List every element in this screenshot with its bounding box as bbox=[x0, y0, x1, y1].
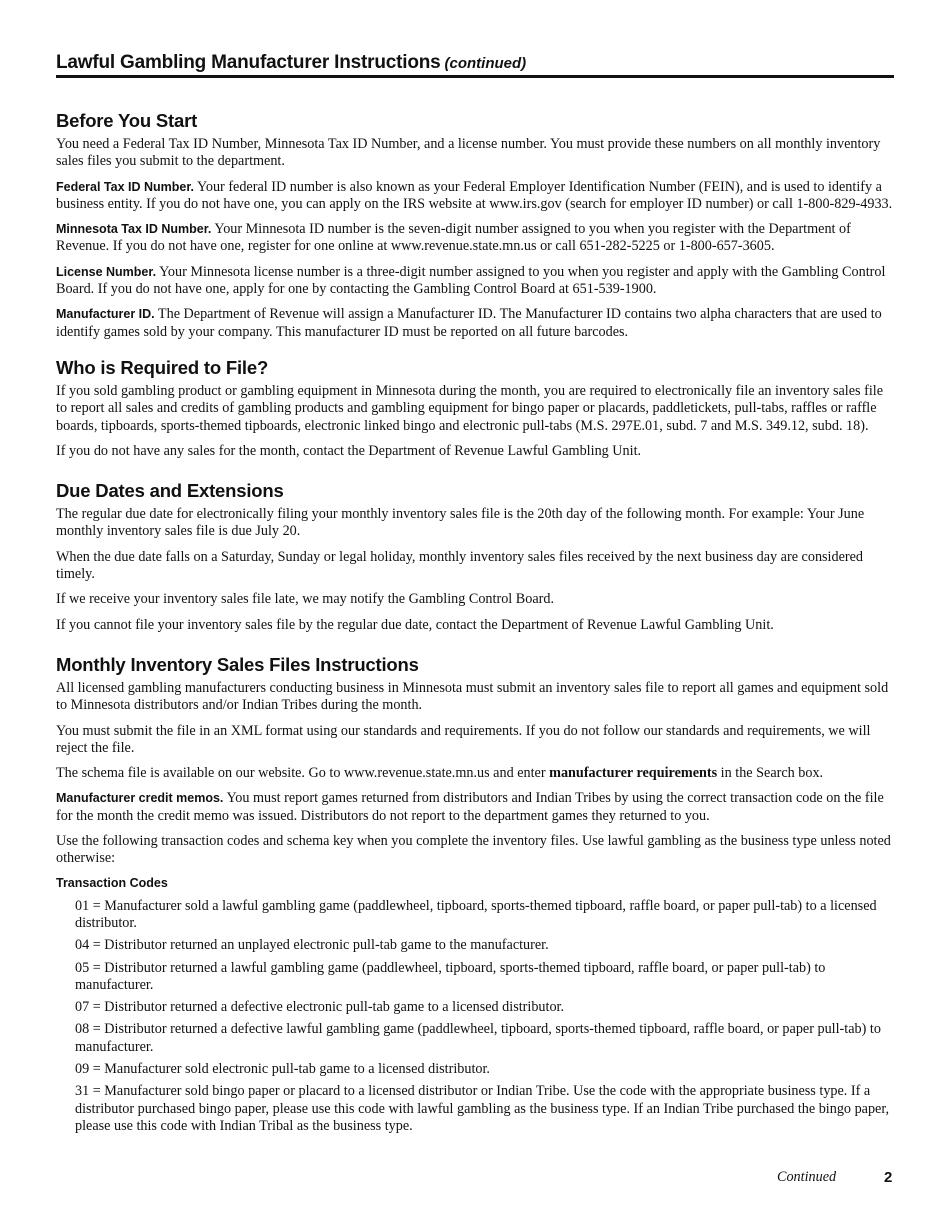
paragraph-federal-tax-id bbox=[56, 179, 894, 214]
paragraph: Use the following transaction codes and schema key when you complete the inventory files. Use lawful gambling as the business type unless noted otherwise: bbox=[56, 833, 891, 867]
paragraph-schema bbox=[56, 765, 894, 782]
paragraph: You need a Federal Tax ID Number, Minnesota Tax ID Number, and a license number. You must provide these numbers on all monthly inventory sales files you submit to the department. bbox=[56, 136, 881, 170]
term-text: You must report games returned from distributors and Indian Tribes by using the correct transaction code on the file for the month the credit memo was issued. Distributors do not report to the department games they returned to you. bbox=[56, 790, 884, 824]
term-label: License Number. bbox=[56, 264, 157, 279]
section-monthly-inventory bbox=[56, 652, 894, 1135]
section-heading: Due Dates and Extensions bbox=[56, 480, 284, 502]
paragraph-minnesota-tax-id bbox=[56, 221, 894, 256]
text-run: The schema file is available on our website. Go to www.revenue.state.mn.us and enter bbox=[56, 765, 550, 782]
paragraph: You must submit the file in an XML format using our standards and requirements. If you do not follow our standards and requirements, we will reject the file. bbox=[56, 722, 871, 756]
term-label: Manufacturer credit memos. bbox=[56, 791, 224, 806]
paragraph: If you cannot file your inventory sales file by the regular due date, contact the Department of Revenue Lawful Gambling Unit. bbox=[56, 616, 774, 633]
paragraph: The regular due date for electronically filing your monthly inventory sales file is the 20th day of the following month. For example: Your June monthly inventory sales file is due July 20. bbox=[56, 506, 865, 540]
transaction-code-item: 01 = Manufacturer sold a lawful gambling game (paddlewheel, tipboard, sports-themed tipboard, raffle board, or paper pull-tab) to a licensed distributor. bbox=[75, 897, 877, 931]
section-due-dates bbox=[56, 478, 894, 634]
paragraph-manufacturer-id bbox=[56, 306, 894, 341]
page-content bbox=[56, 108, 894, 1140]
term-text: The Department of Revenue will assign a Manufacturer ID. The Manufacturer ID contains two alpha characters that are used to identify games sold by your company. This manufacturer ID must be reported on all future barcodes. bbox=[56, 306, 882, 340]
text-run: in the Search box. bbox=[717, 765, 824, 782]
section-who-required bbox=[56, 355, 894, 460]
transaction-codes-label: Transaction Codes bbox=[56, 875, 168, 890]
term-text: Your federal ID number is also known as your Federal Employer Identification Number (FEIN), and is used to identify a business entity. If you do not have one, you can apply on the IRS website at www.irs.gov (search for employer ID number) or call 1-800-829-4933. bbox=[56, 178, 893, 212]
term-text: Your Minnesota license number is a three-digit number assigned to you when you register and apply with the Gambling Control Board. If you do not have one, apply for one by contacting the Gambling Control Board at 651-539-1900. bbox=[56, 263, 886, 298]
page-number: 2 bbox=[884, 1169, 893, 1186]
paragraph: When the due date falls on a Saturday, Sunday or legal holiday, monthly inventory sales files received by the next business day are considered timely. bbox=[56, 548, 864, 583]
paragraph: If we receive your inventory sales file late, we may notify the Gambling Control Board. bbox=[56, 591, 554, 608]
search-term: manufacturer requirements bbox=[549, 765, 718, 782]
section-heading: Who is Required to File? bbox=[56, 356, 269, 378]
transaction-code-item: 09 = Manufacturer sold electronic pull-tab game to a licensed distributor. bbox=[75, 1060, 490, 1077]
transaction-code-item: 07 = Distributor returned a defective electronic pull-tab game to a licensed distributor. bbox=[75, 999, 565, 1016]
paragraph: If you sold gambling product or gambling equipment in Minnesota during the month, you are required to electronically file an inventory sales file to report all sales and credits of gambling products and gambling equipment for bingo paper or placards, paddletickets, pull-tabs, raffles or raffle boards, tipboards, sports-themed tipboards, electronic linked bingo and electronic pull-tabs (M.S. 297E.01, subd. 7 and M.S. 349.12, subd. 18). bbox=[56, 382, 884, 434]
page-footer bbox=[0, 1169, 950, 1189]
section-heading: Before You Start bbox=[56, 110, 198, 131]
header-title: Lawful Gambling Manufacturer Instructions bbox=[56, 52, 441, 73]
transaction-code-item: 04 = Distributor returned an unplayed electronic pull-tab game to the manufacturer. bbox=[75, 937, 549, 954]
section-before-you-start bbox=[56, 108, 894, 341]
transaction-code-item: 31 = Manufacturer sold bingo paper or placard to a licensed distributor or Indian Tribe. Use the code with the appropriate business type. If a distributor purchased bingo paper, please use this code with lawful gambling as the business type. If an Indian Tribe purchased the bingo paper, please use this code with Indian Tribal as the business type. bbox=[75, 1083, 890, 1134]
paragraph: All licensed gambling manufacturers conducting business in Minnesota must submit an inventory sales file to report all games and equipment sold to Minnesota distributors and/or Indian Tribes during the month. bbox=[56, 679, 889, 714]
term-label: Federal Tax ID Number. bbox=[56, 179, 195, 194]
paragraph: If you do not have any sales for the month, contact the Department of Revenue Lawful Gambling Unit. bbox=[56, 442, 642, 459]
page-header bbox=[56, 52, 894, 78]
transaction-codes-list bbox=[56, 898, 894, 1136]
term-label: Manufacturer ID. bbox=[56, 307, 155, 322]
section-heading: Monthly Inventory Sales Files Instructions bbox=[56, 653, 419, 675]
paragraph-license-number bbox=[56, 264, 894, 299]
header-subtitle: (continued) bbox=[444, 55, 527, 72]
transaction-code-item: 08 = Distributor returned a defective lawful gambling game (paddlewheel, tipboard, sports-themed tipboard, raffle board, or paper pull-tab) to manufacturer. bbox=[75, 1021, 881, 1055]
spacer bbox=[56, 468, 894, 478]
term-label: Minnesota Tax ID Number. bbox=[56, 222, 212, 237]
paragraph-credit-memos bbox=[56, 790, 894, 825]
term-text: Your Minnesota ID number is the seven-digit number assigned to you when you register with the Department of Revenue. If you do not have one, register for one online at www.revenue.state.mn.us or call 651-282-5225 or 1-800-657-3605. bbox=[56, 221, 851, 255]
spacer bbox=[56, 642, 894, 652]
transaction-code-item: 05 = Distributor returned a lawful gambling game (paddlewheel, tipboard, sports-themed tipboard, raffle board, or paper pull-tab) to manufacturer. bbox=[75, 959, 826, 993]
continued-label: Continued bbox=[777, 1169, 837, 1185]
